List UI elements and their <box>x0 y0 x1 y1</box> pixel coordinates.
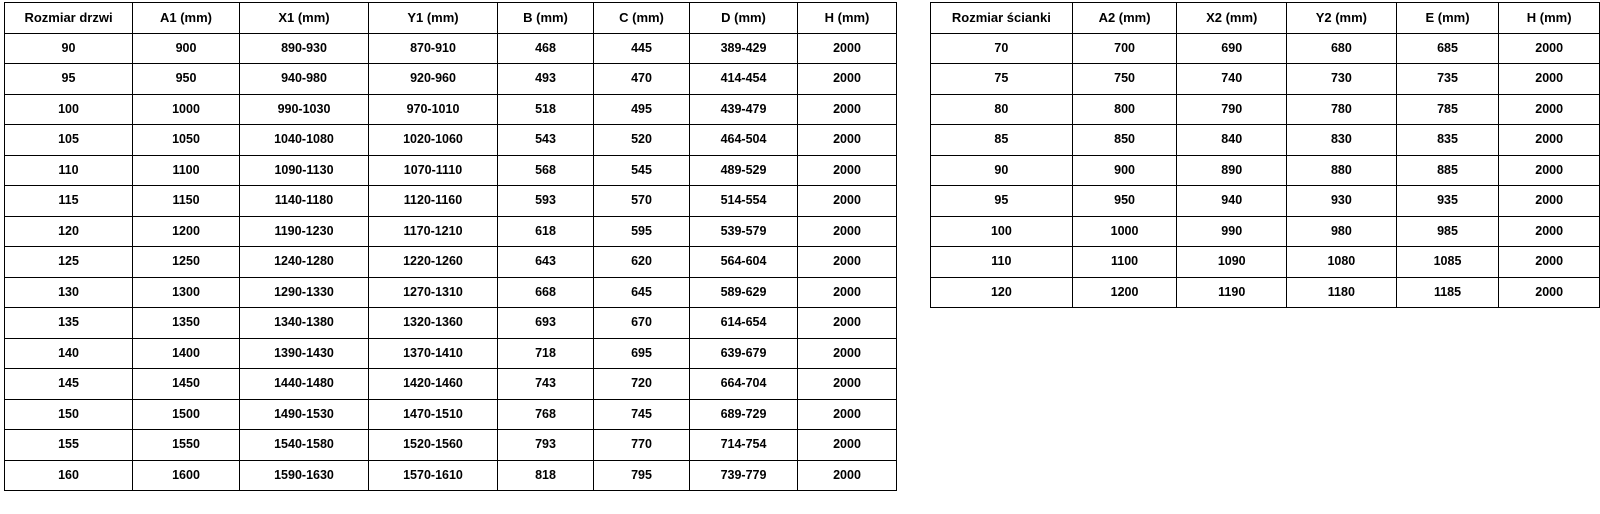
table-cell: 1180 <box>1287 277 1397 308</box>
table-cell: 685 <box>1396 33 1499 64</box>
table-cell: 1590-1630 <box>240 460 369 491</box>
table-cell: 518 <box>498 94 594 125</box>
table-cell: 145 <box>5 369 133 400</box>
table-cell: 520 <box>594 125 690 156</box>
table-cell: 464-504 <box>690 125 798 156</box>
walls-column-header: A2 (mm) <box>1072 3 1177 34</box>
table-cell: 770 <box>594 430 690 461</box>
table-cell: 1090 <box>1177 247 1287 278</box>
table-cell: 2000 <box>1499 277 1600 308</box>
table-cell: 1320-1360 <box>369 308 498 339</box>
table-cell: 1185 <box>1396 277 1499 308</box>
table-cell: 90 <box>5 33 133 64</box>
table-row <box>5 369 897 400</box>
table-cell: 670 <box>594 308 690 339</box>
table-cell: 120 <box>931 277 1073 308</box>
table-cell: 489-529 <box>690 155 798 186</box>
table-cell: 695 <box>594 338 690 369</box>
table-cell: 714-754 <box>690 430 798 461</box>
table-cell: 1270-1310 <box>369 277 498 308</box>
table-cell: 1300 <box>133 277 240 308</box>
table-cell: 1440-1480 <box>240 369 369 400</box>
table-cell: 2000 <box>798 216 897 247</box>
table-cell: 1350 <box>133 308 240 339</box>
table-cell: 639-679 <box>690 338 798 369</box>
doors-column-header: C (mm) <box>594 3 690 34</box>
doors-table-body <box>5 33 897 491</box>
table-cell: 539-579 <box>690 216 798 247</box>
table-cell: 1170-1210 <box>369 216 498 247</box>
table-cell: 780 <box>1287 94 1397 125</box>
table-cell: 1070-1110 <box>369 155 498 186</box>
table-cell: 735 <box>1396 64 1499 95</box>
table-cell: 470 <box>594 64 690 95</box>
table-cell: 830 <box>1287 125 1397 156</box>
table-cell: 643 <box>498 247 594 278</box>
table-cell: 2000 <box>798 460 897 491</box>
table-cell: 2000 <box>798 338 897 369</box>
table-row <box>5 155 897 186</box>
table-cell: 2000 <box>1499 247 1600 278</box>
table-cell: 70 <box>931 33 1073 64</box>
table-cell: 1290-1330 <box>240 277 369 308</box>
doors-column-header: H (mm) <box>798 3 897 34</box>
table-cell: 2000 <box>1499 94 1600 125</box>
table-cell: 2000 <box>1499 155 1600 186</box>
table-cell: 2000 <box>798 94 897 125</box>
table-cell: 1400 <box>133 338 240 369</box>
table-cell: 1200 <box>1072 277 1177 308</box>
table-cell: 2000 <box>798 277 897 308</box>
table-cell: 1540-1580 <box>240 430 369 461</box>
table-cell: 495 <box>594 94 690 125</box>
table-cell: 1120-1160 <box>369 186 498 217</box>
table-cell: 1090-1130 <box>240 155 369 186</box>
table-cell: 690 <box>1177 33 1287 64</box>
table-row <box>5 64 897 95</box>
table-row <box>931 64 1600 95</box>
table-row <box>5 277 897 308</box>
table-row <box>931 155 1600 186</box>
table-cell: 1000 <box>1072 216 1177 247</box>
doors-column-header: Y1 (mm) <box>369 3 498 34</box>
doors-dimensions-table <box>4 2 897 491</box>
table-cell: 880 <box>1287 155 1397 186</box>
table-cell: 468 <box>498 33 594 64</box>
table-cell: 935 <box>1396 186 1499 217</box>
walls-dimensions-table <box>930 2 1600 308</box>
table-cell: 890-930 <box>240 33 369 64</box>
table-cell: 680 <box>1287 33 1397 64</box>
table-row <box>5 33 897 64</box>
table-cell: 2000 <box>798 369 897 400</box>
table-cell: 890 <box>1177 155 1287 186</box>
table-cell: 545 <box>594 155 690 186</box>
table-cell: 414-454 <box>690 64 798 95</box>
table-cell: 793 <box>498 430 594 461</box>
table-cell: 950 <box>1072 186 1177 217</box>
table-cell: 850 <box>1072 125 1177 156</box>
table-row <box>5 125 897 156</box>
table-row <box>931 247 1600 278</box>
table-cell: 920-960 <box>369 64 498 95</box>
table-cell: 2000 <box>798 33 897 64</box>
table-cell: 2000 <box>798 186 897 217</box>
table-cell: 543 <box>498 125 594 156</box>
table-cell: 1000 <box>133 94 240 125</box>
table-cell: 90 <box>931 155 1073 186</box>
table-cell: 1190 <box>1177 277 1287 308</box>
table-cell: 980 <box>1287 216 1397 247</box>
table-cell: 150 <box>5 399 133 430</box>
table-cell: 595 <box>594 216 690 247</box>
table-cell: 620 <box>594 247 690 278</box>
table-cell: 1100 <box>1072 247 1177 278</box>
table-cell: 115 <box>5 186 133 217</box>
walls-column-header: E (mm) <box>1396 3 1499 34</box>
table-cell: 1080 <box>1287 247 1397 278</box>
table-cell: 130 <box>5 277 133 308</box>
table-cell: 970-1010 <box>369 94 498 125</box>
table-cell: 75 <box>931 64 1073 95</box>
table-cell: 718 <box>498 338 594 369</box>
table-cell: 645 <box>594 277 690 308</box>
table-cell: 568 <box>498 155 594 186</box>
table-cell: 885 <box>1396 155 1499 186</box>
doors-table-header <box>5 3 897 34</box>
table-cell: 818 <box>498 460 594 491</box>
table-cell: 1220-1260 <box>369 247 498 278</box>
table-cell: 155 <box>5 430 133 461</box>
table-cell: 1250 <box>133 247 240 278</box>
table-cell: 930 <box>1287 186 1397 217</box>
table-cell: 1200 <box>133 216 240 247</box>
table-cell: 95 <box>931 186 1073 217</box>
table-cell: 160 <box>5 460 133 491</box>
doors-column-header: A1 (mm) <box>133 3 240 34</box>
table-header-row <box>5 3 897 34</box>
table-row <box>5 247 897 278</box>
table-cell: 100 <box>5 94 133 125</box>
table-cell: 990-1030 <box>240 94 369 125</box>
table-cell: 990 <box>1177 216 1287 247</box>
table-cell: 785 <box>1396 94 1499 125</box>
table-row <box>5 94 897 125</box>
table-cell: 1520-1560 <box>369 430 498 461</box>
table-cell: 80 <box>931 94 1073 125</box>
table-row <box>5 186 897 217</box>
table-cell: 1020-1060 <box>369 125 498 156</box>
table-cell: 750 <box>1072 64 1177 95</box>
walls-column-header: X2 (mm) <box>1177 3 1287 34</box>
table-cell: 768 <box>498 399 594 430</box>
table-cell: 2000 <box>1499 33 1600 64</box>
table-cell: 514-554 <box>690 186 798 217</box>
table-cell: 730 <box>1287 64 1397 95</box>
table-cell: 1500 <box>133 399 240 430</box>
table-cell: 140 <box>5 338 133 369</box>
table-row <box>5 430 897 461</box>
table-cell: 2000 <box>798 125 897 156</box>
table-cell: 700 <box>1072 33 1177 64</box>
table-cell: 1490-1530 <box>240 399 369 430</box>
table-cell: 1190-1230 <box>240 216 369 247</box>
table-cell: 110 <box>5 155 133 186</box>
table-cell: 870-910 <box>369 33 498 64</box>
table-cell: 720 <box>594 369 690 400</box>
table-cell: 389-429 <box>690 33 798 64</box>
table-cell: 2000 <box>798 64 897 95</box>
table-cell: 2000 <box>1499 125 1600 156</box>
table-row <box>5 308 897 339</box>
doors-dimensions-table-container <box>4 2 897 491</box>
table-cell: 1050 <box>133 125 240 156</box>
table-cell: 618 <box>498 216 594 247</box>
table-cell: 900 <box>1072 155 1177 186</box>
walls-table-header <box>931 3 1600 34</box>
table-cell: 985 <box>1396 216 1499 247</box>
table-cell: 95 <box>5 64 133 95</box>
table-cell: 740 <box>1177 64 1287 95</box>
table-cell: 2000 <box>798 399 897 430</box>
table-cell: 1470-1510 <box>369 399 498 430</box>
table-cell: 100 <box>931 216 1073 247</box>
table-cell: 900 <box>133 33 240 64</box>
table-row <box>931 186 1600 217</box>
table-cell: 105 <box>5 125 133 156</box>
table-cell: 1550 <box>133 430 240 461</box>
walls-column-header: Rozmiar ścianki <box>931 3 1073 34</box>
table-cell: 1390-1430 <box>240 338 369 369</box>
table-cell: 940 <box>1177 186 1287 217</box>
table-row <box>5 216 897 247</box>
table-cell: 2000 <box>1499 186 1600 217</box>
walls-table-body <box>931 33 1600 308</box>
table-cell: 664-704 <box>690 369 798 400</box>
table-cell: 1140-1180 <box>240 186 369 217</box>
doors-column-header: X1 (mm) <box>240 3 369 34</box>
table-cell: 745 <box>594 399 690 430</box>
table-cell: 1570-1610 <box>369 460 498 491</box>
table-cell: 1340-1380 <box>240 308 369 339</box>
table-cell: 589-629 <box>690 277 798 308</box>
table-cell: 593 <box>498 186 594 217</box>
table-row <box>931 33 1600 64</box>
table-cell: 85 <box>931 125 1073 156</box>
doors-column-header: D (mm) <box>690 3 798 34</box>
doors-column-header: B (mm) <box>498 3 594 34</box>
doors-column-header: Rozmiar drzwi <box>5 3 133 34</box>
table-cell: 614-654 <box>690 308 798 339</box>
table-cell: 1450 <box>133 369 240 400</box>
table-cell: 689-729 <box>690 399 798 430</box>
table-cell: 795 <box>594 460 690 491</box>
table-cell: 2000 <box>1499 64 1600 95</box>
table-cell: 940-980 <box>240 64 369 95</box>
table-cell: 693 <box>498 308 594 339</box>
table-row <box>931 277 1600 308</box>
table-cell: 1040-1080 <box>240 125 369 156</box>
table-row <box>5 338 897 369</box>
table-cell: 110 <box>931 247 1073 278</box>
table-cell: 835 <box>1396 125 1499 156</box>
table-cell: 564-604 <box>690 247 798 278</box>
table-cell: 2000 <box>798 308 897 339</box>
table-row <box>931 216 1600 247</box>
table-cell: 1420-1460 <box>369 369 498 400</box>
table-cell: 2000 <box>1499 216 1600 247</box>
table-cell: 1150 <box>133 186 240 217</box>
table-header-row <box>931 3 1600 34</box>
table-row <box>5 460 897 491</box>
table-cell: 120 <box>5 216 133 247</box>
table-cell: 800 <box>1072 94 1177 125</box>
table-cell: 1600 <box>133 460 240 491</box>
table-row <box>931 94 1600 125</box>
table-cell: 1100 <box>133 155 240 186</box>
walls-column-header: H (mm) <box>1499 3 1600 34</box>
table-cell: 2000 <box>798 155 897 186</box>
table-cell: 445 <box>594 33 690 64</box>
table-cell: 739-779 <box>690 460 798 491</box>
table-cell: 668 <box>498 277 594 308</box>
table-cell: 790 <box>1177 94 1287 125</box>
walls-dimensions-table-container <box>930 2 1600 308</box>
table-cell: 1370-1410 <box>369 338 498 369</box>
table-cell: 135 <box>5 308 133 339</box>
table-cell: 439-479 <box>690 94 798 125</box>
table-cell: 1240-1280 <box>240 247 369 278</box>
table-cell: 570 <box>594 186 690 217</box>
walls-column-header: Y2 (mm) <box>1287 3 1397 34</box>
table-cell: 2000 <box>798 430 897 461</box>
table-row <box>931 125 1600 156</box>
table-cell: 493 <box>498 64 594 95</box>
table-cell: 840 <box>1177 125 1287 156</box>
table-cell: 125 <box>5 247 133 278</box>
table-cell: 1085 <box>1396 247 1499 278</box>
table-cell: 2000 <box>798 247 897 278</box>
table-cell: 950 <box>133 64 240 95</box>
table-row <box>5 399 897 430</box>
table-cell: 743 <box>498 369 594 400</box>
